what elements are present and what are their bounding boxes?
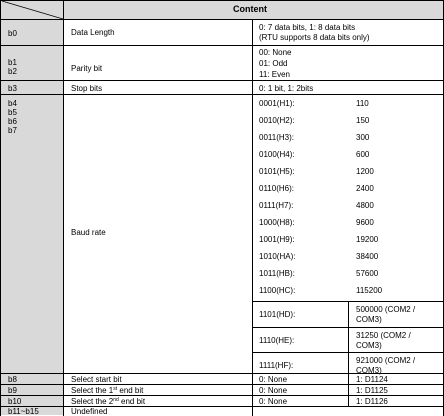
desc-stop-bits: 0: 1 bit, 1: 2bits bbox=[259, 84, 314, 93]
rule-b0 bbox=[0, 45, 444, 46]
baud-rate: 2400 bbox=[356, 184, 374, 193]
rule-header bbox=[0, 19, 444, 20]
baud-rate: 9600 bbox=[356, 218, 374, 227]
bit-column-shade bbox=[1, 19, 63, 415]
rule-b8 bbox=[0, 384, 444, 385]
baud-rate: 38400 bbox=[356, 252, 379, 261]
baud-rate: COM3) bbox=[356, 366, 382, 375]
name-baud-rate: Baud rate bbox=[71, 228, 106, 237]
name-select-start-bit: Select start bit bbox=[71, 375, 122, 384]
baud-rate: 19200 bbox=[356, 235, 379, 244]
rule-top bbox=[0, 0, 444, 1]
name-data-length: Data Length bbox=[71, 28, 115, 37]
header-diagonal bbox=[0, 0, 64, 20]
baud-rate: 921000 (COM2 / bbox=[356, 356, 416, 365]
baud-rate: 500000 (COM2 / bbox=[356, 305, 416, 314]
rule-baud-split-hd bbox=[348, 301, 349, 373]
baud-rate: 4800 bbox=[356, 201, 374, 210]
bit-b5: b5 bbox=[8, 108, 17, 117]
baud-code: 0111(H7): bbox=[259, 201, 294, 210]
baud-code: 1010(HA): bbox=[259, 252, 296, 261]
baud-code: 0100(H4): bbox=[259, 150, 295, 159]
bit-b4: b4 bbox=[8, 99, 17, 108]
name-select-2nd-end-bit: Select the 2nd end bit bbox=[71, 397, 146, 406]
bit-b3: b3 bbox=[8, 84, 17, 93]
baud-rate: 115200 bbox=[356, 286, 383, 295]
bit-b8: b8 bbox=[8, 375, 17, 384]
rule-value-split bbox=[348, 373, 349, 406]
baud-code: 0110(H6): bbox=[259, 184, 294, 193]
bit-b7: b7 bbox=[8, 126, 17, 135]
rule-bit-col bbox=[63, 0, 64, 416]
start-bit-d1124: 1: D1124 bbox=[356, 375, 388, 384]
name-select-1st-end-bit: Select the 1st end bit bbox=[71, 386, 144, 395]
baud-code: 1111(HF): bbox=[259, 361, 294, 370]
baud-rate: COM3) bbox=[356, 341, 382, 350]
rule-b3 bbox=[0, 94, 444, 95]
rule-name-col bbox=[252, 19, 253, 416]
rule-b9 bbox=[0, 395, 444, 396]
baud-rate: COM3) bbox=[356, 315, 382, 324]
header-content: Content bbox=[233, 4, 267, 14]
desc-data-length-1: 0: 7 data bits, 1: 8 data bits bbox=[259, 23, 356, 32]
baud-code: 1000(H8): bbox=[259, 218, 295, 227]
bit-b6: b6 bbox=[8, 117, 17, 126]
rule-b10 bbox=[0, 406, 444, 407]
bit-b10: b10 bbox=[8, 397, 22, 406]
baud-code: 1101(HD): bbox=[259, 310, 296, 319]
baud-code: 0011(H3): bbox=[259, 133, 294, 142]
baud-code: 1001(H9): bbox=[259, 235, 295, 244]
baud-rate: 1200 bbox=[356, 167, 374, 176]
baud-code: 0010(H2): bbox=[259, 116, 295, 125]
baud-rate: 300 bbox=[356, 133, 370, 142]
baud-rate: 150 bbox=[356, 116, 370, 125]
baud-code: 0001(H1): bbox=[259, 99, 295, 108]
baud-rate: 31250 (COM2 / bbox=[356, 331, 411, 340]
parity-even: 11: Even bbox=[259, 70, 290, 79]
end-bit2-d1126: 1: D1126 bbox=[356, 397, 388, 406]
name-undefined: Undefined bbox=[71, 407, 108, 416]
baud-rate: 110 bbox=[356, 99, 369, 108]
desc-data-length-2: (RTU supports 8 data bits only) bbox=[259, 33, 370, 42]
bit-b11-b15: b11~b15 bbox=[8, 407, 39, 416]
end-bit2-none: 0: None bbox=[259, 397, 288, 406]
baud-code: 1100(HC): bbox=[259, 286, 296, 295]
bit-b9: b9 bbox=[8, 386, 17, 395]
bit-b0: b0 bbox=[8, 29, 17, 38]
parity-none: 00: None bbox=[259, 48, 292, 57]
bit-b1: b1 bbox=[8, 58, 17, 67]
baud-code: 1011(HB): bbox=[259, 269, 295, 278]
baud-code: 1110(HE): bbox=[259, 336, 295, 345]
parity-odd: 01: Odd bbox=[259, 59, 288, 68]
name-stop-bits: Stop bits bbox=[71, 84, 103, 93]
bit-b2: b2 bbox=[8, 67, 17, 76]
baud-rate: 57600 bbox=[356, 269, 379, 278]
baud-rate: 600 bbox=[356, 150, 370, 159]
end-bit1-none: 0: None bbox=[259, 386, 288, 395]
rule-b12 bbox=[0, 80, 444, 81]
baud-code: 0101(H5): bbox=[259, 167, 295, 176]
rule-left bbox=[0, 0, 1, 416]
end-bit1-d1125: 1: D1125 bbox=[356, 386, 388, 395]
start-bit-none: 0: None bbox=[259, 375, 288, 384]
header-shade bbox=[1, 1, 443, 19]
name-parity-bit: Parity bit bbox=[71, 64, 103, 73]
